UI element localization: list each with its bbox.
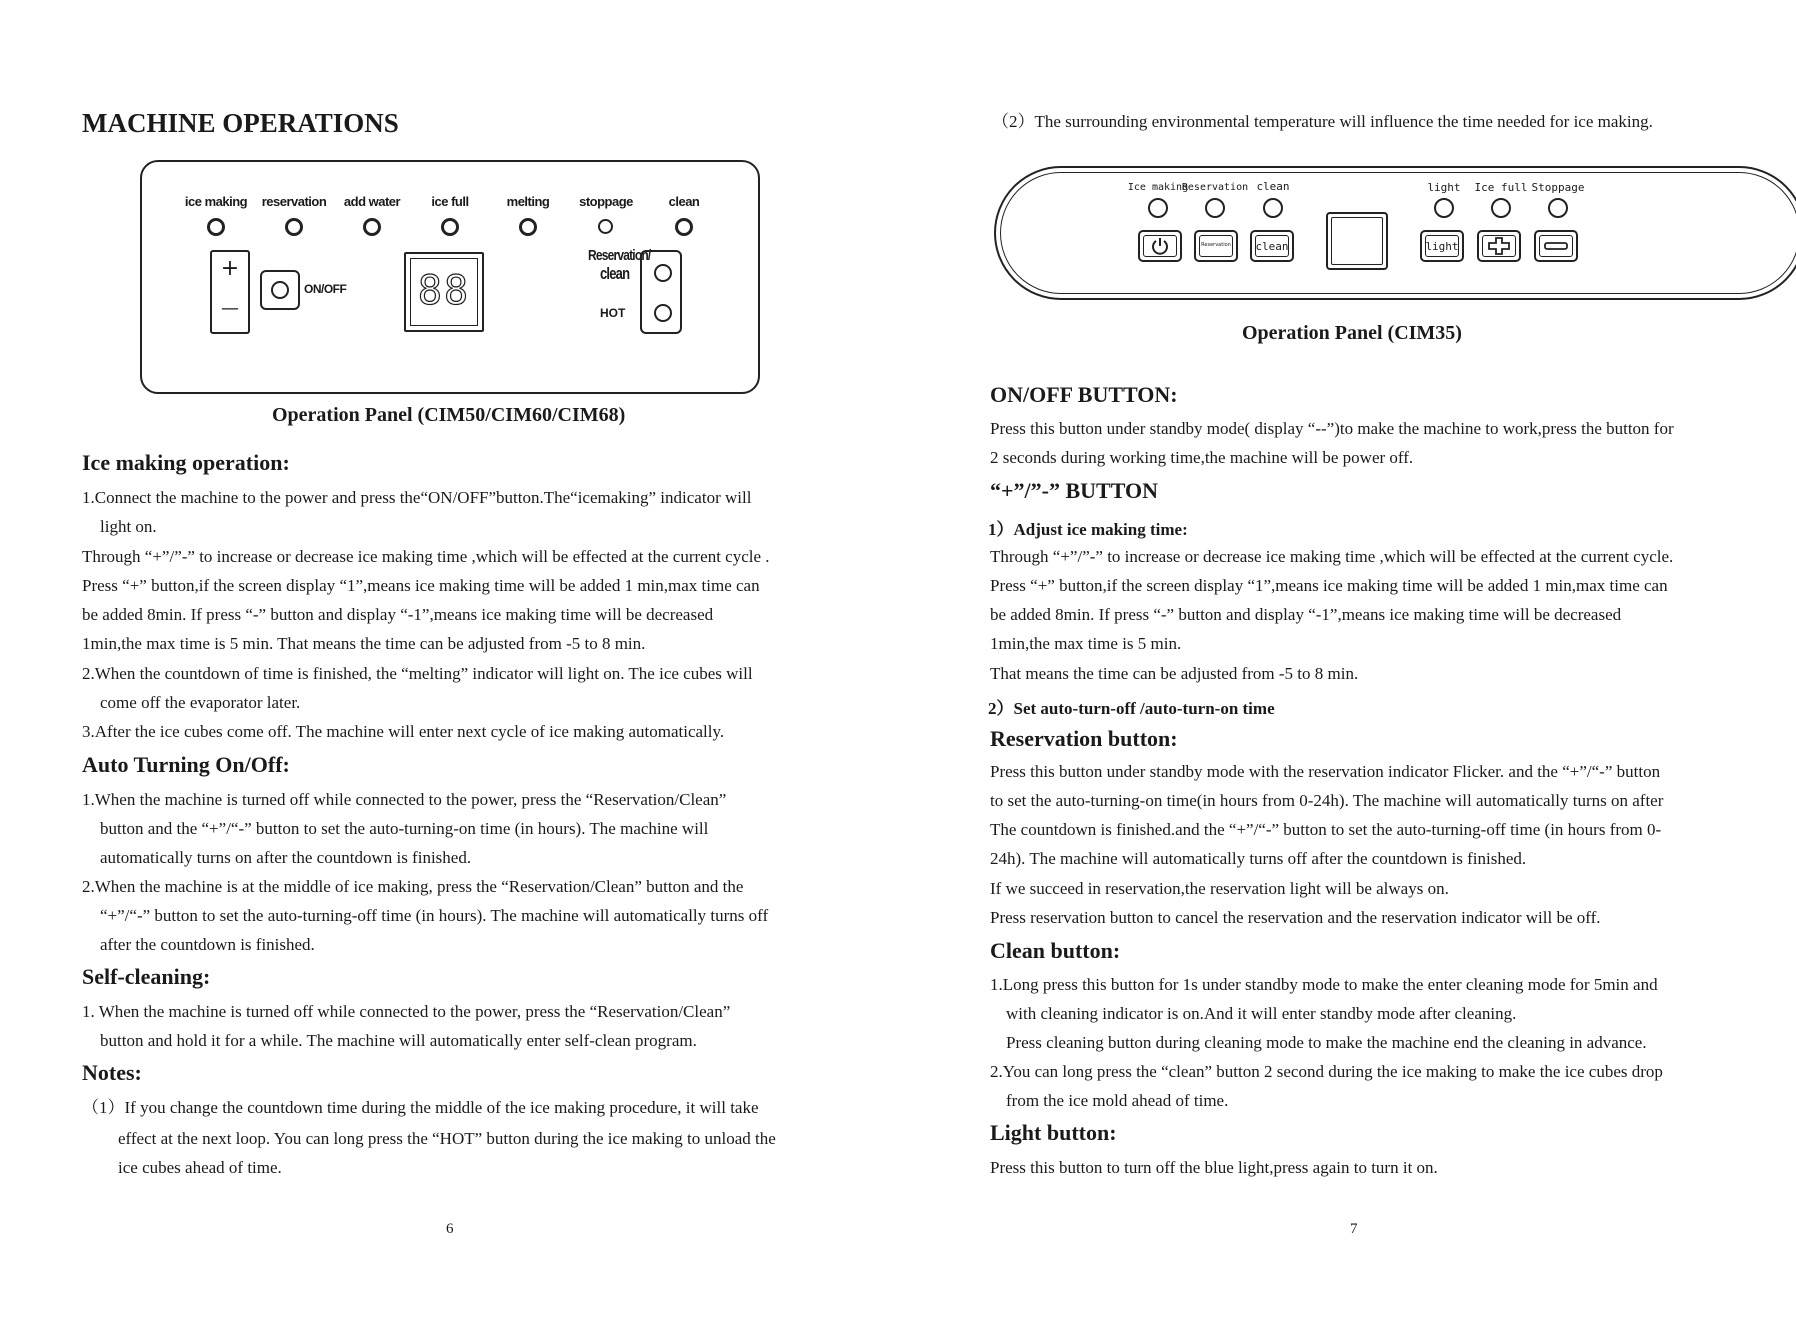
onoff-line: Press this button under standby mode( display “--”)to make the machine to work,press the button for — [990, 419, 1674, 438]
auto-line: button and the “+”/“-” button to set the auto-turning-on time (in hours). The machine will — [100, 819, 709, 838]
auto-line: automatically turns on after the countdown is finished. — [100, 848, 472, 867]
control-panel-cim50 — [140, 160, 760, 394]
label-clean: clean — [1256, 180, 1290, 193]
clean-button[interactable] — [1250, 230, 1294, 262]
notes-line: （1）If you change the countdown time during the middle of the ice making procedure, it will take — [82, 1098, 759, 1117]
plus-icon — [1484, 235, 1514, 257]
label-ice-making: Ice making — [1127, 182, 1189, 193]
reservation-clean-label-line1: Reservation/ — [588, 246, 651, 264]
ice-making-line: be added 8min. If press “-” button and display “-1”,means ice making time will be decreased — [82, 605, 714, 624]
reservation-line: If we succeed in reservation,the reservation light will be always on. — [990, 879, 1449, 898]
intro-line: （2）The surrounding environmental temperature will influence the time needed for ice making. — [992, 112, 1653, 131]
plus-minus-line: That means the time can be adjusted from -5 to 8 min. — [990, 664, 1359, 683]
auto-line: 2.When the machine is at the middle of ice making, press the “Reservation/Clean” button and the — [82, 877, 744, 896]
minus-button[interactable] — [1534, 230, 1578, 262]
control-panel-cim35 — [994, 166, 1796, 300]
sub-auto-turn: 2）Set auto-turn-off /auto-turn-on time — [988, 699, 1275, 718]
ice-making-line: 3.After the ice cubes come off. The machine will enter next cycle of ice making automatically. — [82, 722, 725, 741]
page-title: MACHINE OPERATIONS — [82, 108, 399, 138]
clean-line: Press cleaning button during cleaning mode to make the machine end the cleaning in advance. — [1006, 1033, 1647, 1052]
reservation-clean-button[interactable] — [654, 264, 672, 282]
panel-caption-cim50: Operation Panel (CIM50/CIM60/CIM68) — [272, 404, 626, 426]
indicator-label-reservation: reservation — [261, 194, 327, 209]
reservation-clean-label-line2: clean — [600, 264, 630, 283]
reservation-line: to set the auto-turning-on time(in hours from 0-24h). The machine will automatically turns on after — [990, 791, 1664, 810]
reservation-hot-button-group — [640, 250, 682, 334]
onoff-line: 2 seconds during working time,the machine will be power off. — [990, 448, 1414, 467]
indicator-light-ice-making — [207, 218, 225, 236]
indicator-light-light — [1434, 198, 1454, 218]
indicator-light-ice-making — [1148, 198, 1168, 218]
plus-minus-button[interactable] — [210, 250, 250, 334]
power-button[interactable] — [1138, 230, 1182, 262]
auto-line: “+”/“-” button to set the auto-turning-off time (in hours). The machine will automatically turns off — [100, 906, 769, 925]
heading-onoff: ON/OFF BUTTON: — [990, 382, 1178, 407]
reservation-button-label: Reservation — [1201, 242, 1231, 248]
ice-making-line: 1min,the max time is 5 min. That means the time can be adjusted from -5 to 8 min. — [82, 634, 646, 653]
ice-making-line: Through “+”/”-” to increase or decrease ice making time ,which will be effected at the current cycle . — [82, 547, 770, 566]
light-button-label: light — [1425, 240, 1459, 253]
plus-minus-line: 1min,the max time is 5 min. — [990, 634, 1182, 653]
onoff-circle-icon — [271, 281, 289, 299]
plus-button[interactable] — [1477, 230, 1521, 262]
hot-label: HOT — [600, 306, 626, 320]
reservation-line: 24h). The machine will automatically turns off after the countdown is finished. — [990, 849, 1527, 868]
indicator-label-melting: melting — [506, 194, 550, 209]
indicator-light-add-water — [363, 218, 381, 236]
ice-making-line: Press “+” button,if the screen display “1”,means ice making time will be added 1 min,max time can — [82, 576, 760, 595]
indicator-light-ice-full — [1491, 198, 1511, 218]
indicator-label-ice-making: ice making — [184, 194, 248, 209]
panel-caption-cim35: Operation Panel (CIM35) — [1242, 322, 1462, 344]
plus-minus-line: be added 8min. If press “-” button and display “-1”,means ice making time will be decreased — [990, 605, 1622, 624]
minus-icon — [1541, 235, 1571, 257]
clean-button-label: clean — [1255, 240, 1289, 253]
label-reservation: Reservation — [1181, 182, 1249, 193]
ice-making-line: 1.Connect the machine to the power and press the“ON/OFF”button.The“icemaking” indicator will — [82, 488, 752, 507]
ice-making-line: 2.When the countdown of time is finished, the “melting” indicator will light on. The ice cubes will — [82, 664, 753, 683]
indicator-label-ice-full: ice full — [431, 194, 469, 209]
reservation-line: Press this button under standby mode with the reservation indicator Flicker. and the “+”/“-” button — [990, 762, 1661, 781]
clean-line: 1.Long press this button for 1s under standby mode to make the enter cleaning mode for 5min and — [990, 975, 1658, 994]
light-line: Press this button to turn off the blue light,press again to turn it on. — [990, 1158, 1438, 1177]
label-light: light — [1427, 181, 1461, 194]
plus-minus-line: Press “+” button,if the screen display “1”,means ice making time will be added 1 min,max time can — [990, 576, 1668, 595]
heading-notes: Notes: — [82, 1060, 142, 1085]
self-clean-line: button and hold it for a while. The machine will automatically enter self-clean program. — [100, 1031, 697, 1050]
heading-reservation: Reservation button: — [990, 726, 1178, 751]
plus-minus-line: Through “+”/”-” to increase or decrease ice making time ,which will be effected at the current cycle. — [990, 547, 1674, 566]
auto-line: after the countdown is finished. — [100, 935, 315, 954]
reservation-button[interactable] — [1194, 230, 1238, 262]
reservation-line: The countdown is finished.and the “+”/“-” button to set the auto-turning-off time (in hours from 0- — [990, 820, 1662, 839]
label-stoppage: Stoppage — [1531, 181, 1585, 194]
indicator-light-ice-full — [441, 218, 459, 236]
indicator-light-melting — [519, 218, 537, 236]
indicator-light-clean — [1263, 198, 1283, 218]
indicator-light-stoppage — [1548, 198, 1568, 218]
notes-line: effect at the next loop. You can long press the “HOT” button during the ice making to unload the — [118, 1129, 776, 1148]
digit-display — [1326, 212, 1388, 270]
indicator-label-clean: clean — [668, 194, 700, 209]
onoff-label: ON/OFF — [304, 282, 347, 296]
label-ice-full: Ice full — [1474, 181, 1528, 194]
ice-making-line: come off the evaporator later. — [100, 693, 301, 712]
heading-self-cleaning: Self-cleaning: — [82, 964, 211, 989]
page-number: 7 — [1350, 1221, 1358, 1237]
notes-line: ice cubes ahead of time. — [118, 1158, 282, 1177]
heading-light: Light button: — [990, 1120, 1117, 1145]
right-page — [898, 0, 1796, 1324]
minus-icon: — — [221, 298, 239, 319]
page-number: 6 — [446, 1221, 454, 1237]
heading-ice-making: Ice making operation: — [82, 450, 290, 475]
clean-line: with cleaning indicator is on.And it will enter standby mode after cleaning. — [1006, 1004, 1517, 1023]
clean-line: from the ice mold ahead of time. — [1006, 1091, 1229, 1110]
self-clean-line: 1. When the machine is turned off while connected to the power, press the “Reservation/Clean” — [82, 1002, 731, 1021]
indicator-label-add-water: add water — [343, 194, 401, 209]
indicator-label-stoppage: stoppage — [579, 194, 633, 209]
indicator-light-stoppage — [598, 219, 613, 234]
light-button[interactable] — [1420, 230, 1464, 262]
heading-plus-minus: “+”/”-” BUTTON — [990, 478, 1158, 503]
reservation-line: Press reservation button to cancel the reservation and the reservation indicator will be off. — [990, 908, 1601, 927]
ice-making-line: light on. — [100, 517, 157, 536]
indicator-light-clean — [675, 218, 693, 236]
onoff-button[interactable] — [260, 270, 300, 310]
hot-button[interactable] — [654, 304, 672, 322]
power-icon — [1150, 236, 1170, 256]
auto-line: 1.When the machine is turned off while connected to the power, press the “Reservation/Clean” — [82, 790, 727, 809]
display-digits: 88 — [417, 268, 471, 314]
sub-adjust-time: 1）Adjust ice making time: — [988, 520, 1188, 539]
clean-line: 2.You can long press the “clean” button 2 second during the ice making to make the ice cubes drop — [990, 1062, 1663, 1081]
heading-clean: Clean button: — [990, 938, 1121, 963]
heading-auto-turning: Auto Turning On/Off: — [82, 752, 290, 777]
indicator-light-reservation — [285, 218, 303, 236]
indicator-light-reservation — [1205, 198, 1225, 218]
plus-icon: + — [220, 256, 240, 281]
digit-display — [404, 252, 484, 332]
